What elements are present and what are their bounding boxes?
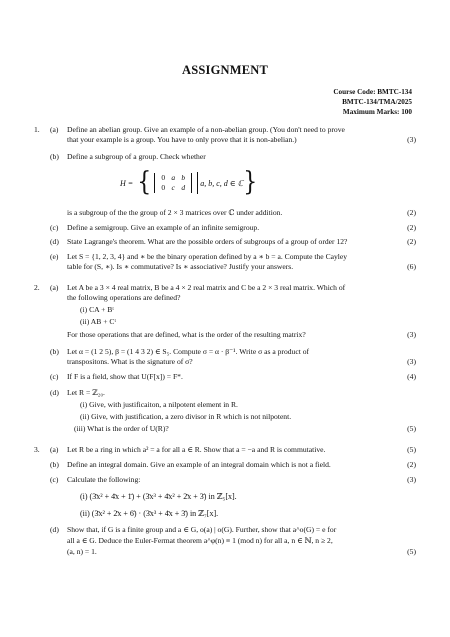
set-definition [120, 167, 258, 198]
marks: (5) [407, 547, 416, 556]
question-text: Let R = ℤ₂₀. [67, 388, 105, 397]
sub-item: (i) CA + Bᵗ [80, 305, 114, 314]
course-code: Course Code: BMTC-134 [333, 88, 412, 96]
question-text: Let S = {1, 2, 3, 4} and ∗ be the binary operation defined by a ∗ b = a. Compute the Cayley [67, 252, 348, 261]
part-label: (e) [50, 252, 59, 261]
question-text: transpositons. What is the signature of σ? [67, 357, 193, 366]
question-text: Let A be a 3 × 4 real matrix, B be a 4 × 2 real matrix and C be a 2 × 3 real matrix. Which of [67, 283, 346, 292]
sub-item: (ii) AB + Cᵗ [80, 317, 116, 326]
question-text: that your example is a group. You have to only prove that it is non-abelian.) [67, 135, 297, 144]
question-text: Show that, if G is a finite group and a ∈ G, o(a) | o(G). Further, show that a^o(G) = e for [67, 525, 337, 534]
right-brace: } [243, 167, 258, 198]
marks: (6) [407, 262, 416, 271]
marks: (2) [407, 237, 416, 246]
matrix-entry: b [181, 173, 186, 182]
question-text: Let α = (1 2 5), β = (1 4 3 2) ∈ S₅. Compute σ = α · β⁻¹. Write σ as a product of [67, 347, 310, 356]
max-marks: Maximum Marks: 100 [342, 108, 412, 116]
question-text: Define a subgroup of a group. Check whether [67, 152, 206, 161]
divider [197, 172, 198, 194]
question-text: For those operations that are defined, what is the order of the resulting matrix? [67, 330, 306, 339]
part-label: (a) [50, 445, 59, 454]
question-text: the following operations are defined? [67, 293, 181, 302]
matrix-entry: 0 [161, 173, 166, 182]
question-text: If F is a field, show that U(F[x]) = F*. [67, 372, 183, 381]
sub-item: (ii) Give, with justification, a zero divisor in R which is not nilpotent. [80, 412, 292, 421]
part-label: (a) [50, 125, 59, 134]
question-text: (a, n) = 1. [67, 547, 97, 556]
marks: (3) [407, 135, 416, 144]
sub-item: (iii) What is the order of U(R)? [74, 424, 169, 433]
set-condition: a, b, c, d ∈ ℂ [200, 178, 244, 188]
marks: (4) [407, 372, 416, 381]
part-label: (b) [50, 460, 59, 469]
sub-item: (i) (3̄x² + 4̄x + 1̄) + (3̄x³ + 4̄x² + 2̄x + 3̄) in ℤ₅[x]. [80, 492, 237, 501]
part-label: (b) [50, 152, 59, 161]
question-number: 2. [34, 283, 40, 292]
marks: (3) [407, 357, 416, 366]
question-text: table for (S, ∗). Is ∗ commutative? Is ∗ associative? Justify your answers. [67, 262, 294, 271]
marks: (2) [407, 208, 416, 217]
marks: (5) [407, 424, 416, 433]
part-label: (c) [50, 475, 59, 484]
sub-item: (ii) (3̄x² + 2̄x + 6̄) · (3̄x³ + 4̄x + 3̄) in ℤ₇[x]. [80, 509, 219, 518]
question-text: Define an integral domain. Give an example of an integral domain which is not a field. [67, 460, 331, 469]
marks: (3) [407, 475, 416, 484]
question-text: Define an abelian group. Give an example of a non-abelian group. (You don't need to prove [67, 125, 345, 134]
part-label: (b) [50, 347, 59, 356]
page-title: ASSIGNMENT [181, 63, 269, 77]
question-text: Define a semigroup. Give an example of an infinite semigroup. [67, 223, 260, 232]
marks: (3) [407, 330, 416, 339]
left-brace: { [137, 167, 152, 198]
matrix-entry: c [171, 183, 175, 192]
question-text: Let R be a ring in which a² = a for all a ∈ R. Show that a = −a and R is commutative. [67, 445, 326, 454]
part-label: (a) [50, 283, 59, 292]
question-text: all a ∈ G. Deduce the Euler-Fermat theorem a^φ(n) ≡ 1 (mod n) for all a, n ∈ ℕ, n ≥ 2, [67, 536, 333, 545]
sub-item: (i) Give, with justificaiton, a nilpotent element in R. [80, 400, 238, 409]
tma-code: BMTC-134/TMA/2025 [342, 98, 412, 106]
question-number: 1. [34, 125, 40, 134]
part-label: (c) [50, 372, 59, 381]
question-text: State Lagrange's theorem. What are the possible orders of subgroups of a group of order 12? [67, 237, 348, 246]
part-label: (d) [50, 388, 59, 397]
part-label: (d) [50, 525, 59, 534]
matrix [154, 173, 192, 193]
part-label: (c) [50, 223, 59, 232]
matrix-entry: 0 [161, 183, 166, 192]
matrix-entry: a [171, 173, 176, 182]
marks: (2) [407, 223, 416, 232]
marks: (5) [407, 445, 416, 454]
part-label: (d) [50, 237, 59, 246]
question-number: 3. [34, 445, 40, 454]
question-text: Calculate the following: [67, 475, 141, 484]
set-lhs: H = [120, 178, 134, 188]
marks: (2) [407, 460, 416, 469]
question-text: is a subgroup of the the group of 2 × 3 matrices over ℂ under addition. [67, 208, 283, 217]
matrix-entry: d [181, 183, 186, 192]
